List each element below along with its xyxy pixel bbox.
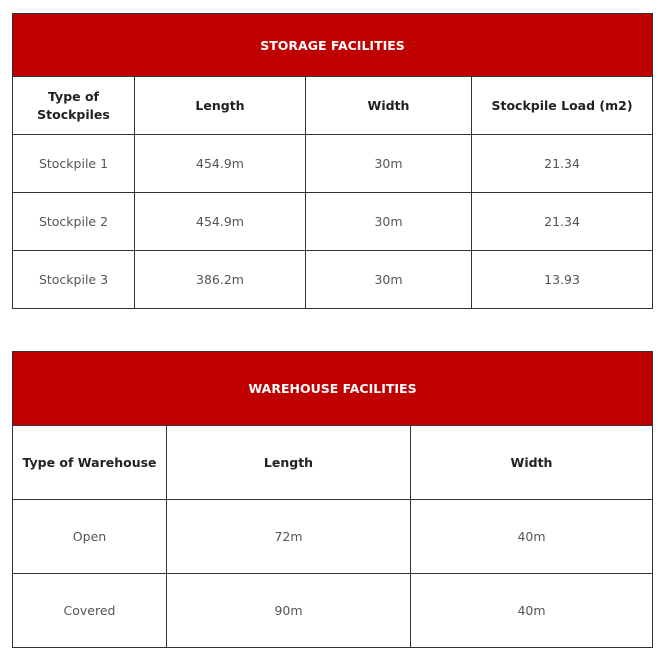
stockpile-width: 30m (306, 251, 472, 309)
stockpile-load: 21.34 (472, 135, 653, 193)
warehouse-length: 72m (167, 500, 411, 574)
header-length: Length (135, 77, 306, 135)
stockpile-name: Stockpile 3 (13, 251, 135, 309)
table-title-row (13, 352, 653, 426)
stockpile-length: 454.9m (135, 193, 306, 251)
header-length: Length (167, 426, 411, 500)
warehouse-width: 40m (411, 500, 653, 574)
stockpile-load: 13.93 (472, 251, 653, 309)
table-row (13, 251, 653, 309)
table-header-row (13, 426, 653, 500)
table-title-row (13, 14, 653, 77)
warehouse-type: Open (13, 500, 167, 574)
table-row (13, 574, 653, 648)
stockpile-load: 21.34 (472, 193, 653, 251)
warehouse-length: 90m (167, 574, 411, 648)
warehouse-width: 40m (411, 574, 653, 648)
stockpile-length: 454.9m (135, 135, 306, 193)
warehouse-facilities-title: WAREHOUSE FACILITIES (13, 352, 653, 426)
header-type-of-stockpiles: Type of Stockpiles (13, 77, 135, 135)
table-row (13, 500, 653, 574)
header-width: Width (411, 426, 653, 500)
stockpile-width: 30m (306, 135, 472, 193)
header-stockpile-load: Stockpile Load (m2) (472, 77, 653, 135)
warehouse-facilities-table (12, 351, 653, 648)
stockpile-name: Stockpile 1 (13, 135, 135, 193)
table-row (13, 193, 653, 251)
warehouse-type: Covered (13, 574, 167, 648)
table-header-row (13, 77, 653, 135)
storage-facilities-title: STORAGE FACILITIES (13, 14, 653, 77)
stockpile-name: Stockpile 2 (13, 193, 135, 251)
table-row (13, 135, 653, 193)
stockpile-width: 30m (306, 193, 472, 251)
storage-facilities-table (12, 13, 653, 309)
header-type-of-warehouse: Type of Warehouse (13, 426, 167, 500)
stockpile-length: 386.2m (135, 251, 306, 309)
header-width: Width (306, 77, 472, 135)
